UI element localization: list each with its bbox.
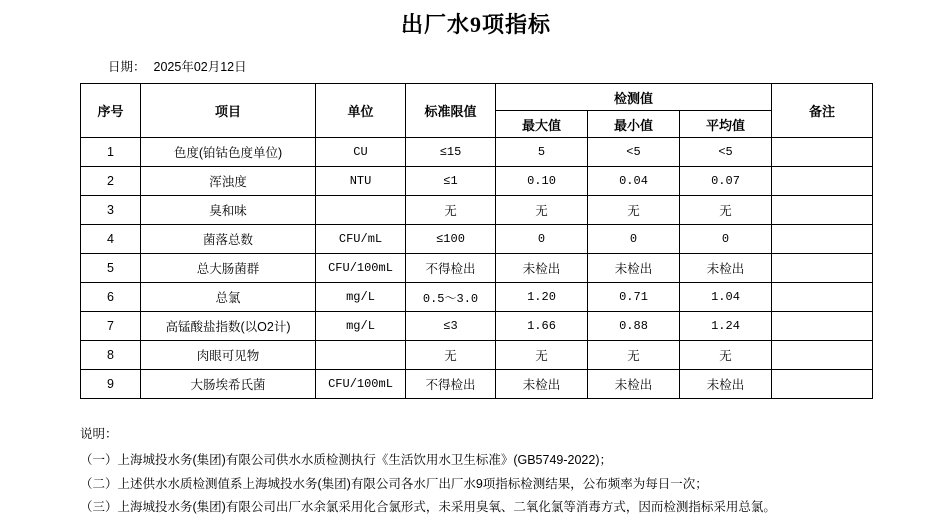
notes-title: 说明： [80,427,118,441]
cell-min: 0.71 [588,283,680,312]
table-header-row-1 [81,84,873,111]
note-line-3: （三）上海城投水务(集团)有限公司出厂水余氯采用化合氯形式，未采用臭氧、二氧化氯等消毒方式，因而检测指标采用总氯。 [80,500,776,515]
cell-limit: ≤100 [406,225,496,254]
cell-min: 0.88 [588,312,680,341]
cell-avg: 0 [680,225,772,254]
header-min: 最小值 [588,111,680,138]
cell-unit [316,196,406,225]
cell-note [772,254,873,283]
cell-max: 无 [496,341,588,370]
cell-item: 臭和味 [141,196,316,225]
header-seq: 序号 [81,84,141,138]
cell-unit [316,341,406,370]
cell-limit: 无 [406,341,496,370]
cell-item: 色度(铂钴色度单位) [141,138,316,167]
cell-max: 0 [496,225,588,254]
cell-max: 1.20 [496,283,588,312]
cell-max: 未检出 [496,254,588,283]
cell-unit: CFU/100mL [316,370,406,399]
header-detection: 检测值 [496,84,772,111]
cell-seq: 1 [81,138,141,167]
cell-seq: 7 [81,312,141,341]
table-row [81,341,873,370]
cell-seq: 9 [81,370,141,399]
table-header [81,84,873,138]
cell-min: <5 [588,138,680,167]
cell-limit: 不得检出 [406,370,496,399]
cell-limit: ≤15 [406,138,496,167]
cell-seq: 2 [81,167,141,196]
header-note: 备注 [772,84,873,138]
cell-min: 无 [588,196,680,225]
cell-note [772,370,873,399]
cell-note [772,283,873,312]
table-row [81,196,873,225]
cell-avg: 无 [680,341,772,370]
cell-seq: 8 [81,341,141,370]
cell-max: 5 [496,138,588,167]
cell-max: 未检出 [496,370,588,399]
cell-item: 总大肠菌群 [141,254,316,283]
report-date [108,57,952,75]
page-title: 出厂水9项指标 [400,12,551,37]
cell-limit: 不得检出 [406,254,496,283]
cell-unit: CFU/mL [316,225,406,254]
table-body [81,138,873,399]
cell-seq: 5 [81,254,141,283]
header-avg: 平均值 [680,111,772,138]
cell-min: 0.04 [588,167,680,196]
cell-max: 无 [496,196,588,225]
cell-item: 高锰酸盐指数(以O2计) [141,312,316,341]
cell-unit: mg/L [316,283,406,312]
table-row [81,138,873,167]
cell-min: 0 [588,225,680,254]
cell-limit: 无 [406,196,496,225]
cell-avg: 无 [680,196,772,225]
cell-seq: 6 [81,283,141,312]
cell-limit: ≤3 [406,312,496,341]
header-limit: 标准限值 [406,84,496,138]
table-row [81,225,873,254]
table-row [81,370,873,399]
water-quality-table [80,83,873,399]
note-line-1: （一）上海城投水务(集团)有限公司供水水质检测执行《生活饮用水卫生标准》(GB5749-2022)； [80,452,612,467]
cell-limit: 0.5～3.0 [406,283,496,312]
cell-avg: 1.04 [680,283,772,312]
cell-note [772,138,873,167]
header-max: 最大值 [496,111,588,138]
cell-item: 肉眼可见物 [141,341,316,370]
cell-unit: mg/L [316,312,406,341]
header-unit: 单位 [316,84,406,138]
note-line-2: （二）上述供水水质检测值系上海城投水务(集团)有限公司各水厂出厂水9项指标检测结果，公布频率为每日一次； [80,476,708,491]
cell-unit: CFU/100mL [316,254,406,283]
cell-note [772,167,873,196]
table-row [81,254,873,283]
cell-min: 无 [588,341,680,370]
cell-note [772,225,873,254]
table-row [81,167,873,196]
cell-item: 总氯 [141,283,316,312]
cell-avg: 未检出 [680,370,772,399]
cell-note [772,341,873,370]
cell-avg: 1.24 [680,312,772,341]
cell-min: 未检出 [588,254,680,283]
cell-note [772,196,873,225]
cell-seq: 3 [81,196,141,225]
cell-seq: 4 [81,225,141,254]
notes-section [80,423,952,520]
cell-unit: NTU [316,167,406,196]
report-date-value: 2025年02月12日 [153,60,247,74]
cell-item: 浑浊度 [141,167,316,196]
cell-max: 0.10 [496,167,588,196]
cell-avg: <5 [680,138,772,167]
table-row [81,312,873,341]
cell-note [772,312,873,341]
table-row [81,283,873,312]
header-item: 项目 [141,84,316,138]
cell-avg: 0.07 [680,167,772,196]
cell-limit: ≤1 [406,167,496,196]
cell-min: 未检出 [588,370,680,399]
report-date-label: 日期： [108,60,146,74]
cell-item: 大肠埃希氏菌 [141,370,316,399]
cell-item: 菌落总数 [141,225,316,254]
cell-avg: 未检出 [680,254,772,283]
cell-max: 1.66 [496,312,588,341]
cell-unit: CU [316,138,406,167]
